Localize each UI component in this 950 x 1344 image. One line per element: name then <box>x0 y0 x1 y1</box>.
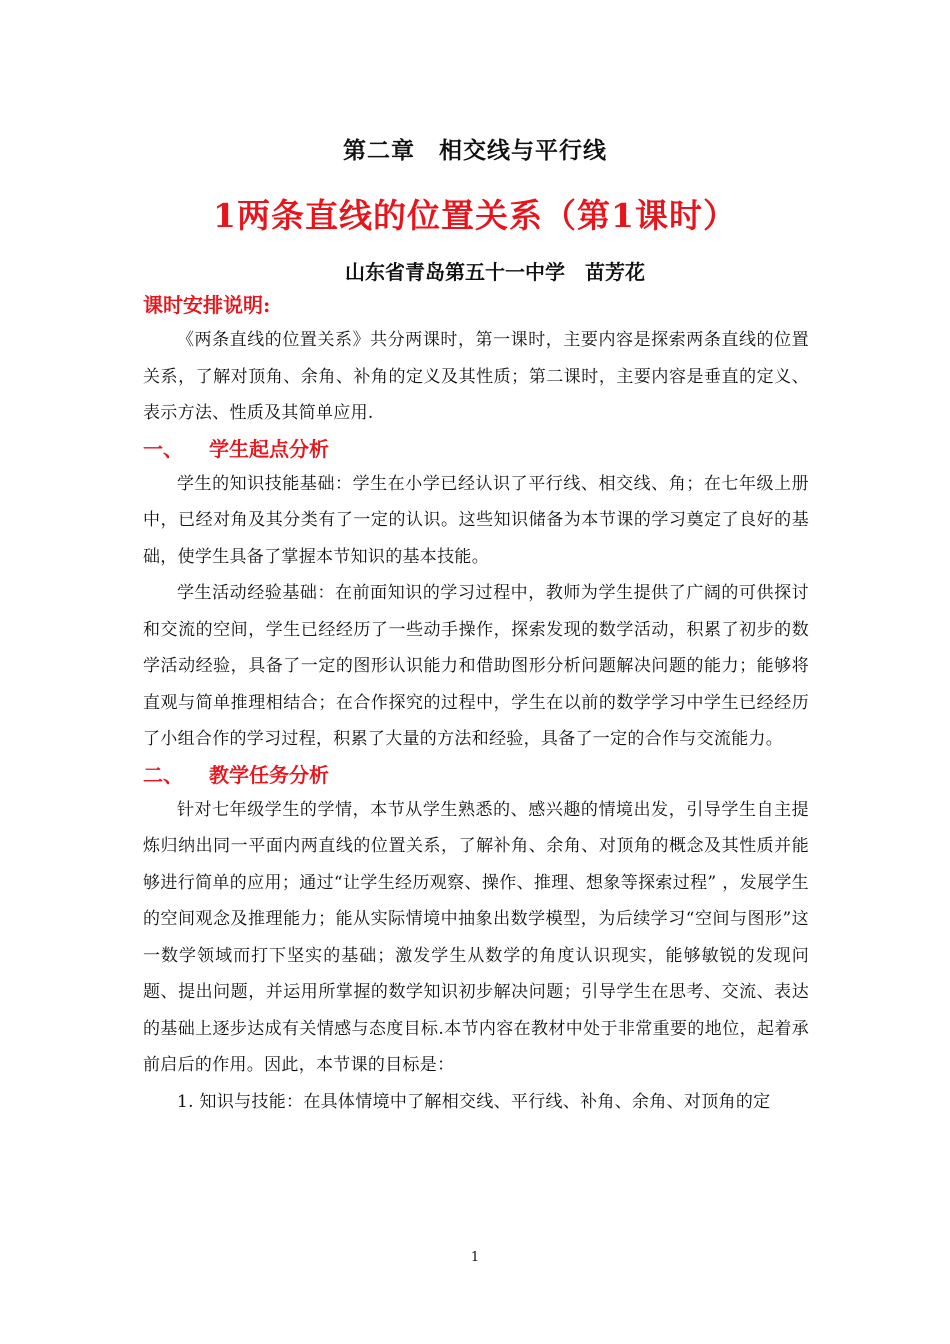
schedule-paragraph: 《两条直线的位置关系》共分两课时，第一课时，主要内容是探索两条直线的位置关系，了解对顶角、余角、补角的定义及其性质；第二课时，主要内容是垂直的定义、表示方法、性质及其简单应用. <box>143 330 809 423</box>
document-body <box>143 288 809 1120</box>
student-knowledge-paragraph: 学生的知识技能基础：学生在小学已经认识了平行线、相交线、角；在七年级上册中，已经对角及其分类有了一定的认识。这些知识储备为本节课的学习奠定了良好的基础，使学生具备了掌握本节知识的基本技能。 <box>143 473 809 567</box>
section-number: 一、 <box>143 436 183 461</box>
task-analysis-paragraph: 针对七年级学生的学情，本节从学生熟悉的、感兴趣的情境出发，引导学生自主提炼归纳出同一平面内两直线的位置关系，了解补角、余角、对顶角的概念及其性质并能够进行简单的应用；通过“让学生经历观察、操作、推理、想象等探索过程” ，发展学生的空间观念及推理能力；能从实际情境中抽象出数学模型，为后续学习“空间与图形”这一数学领域而打下坚实的基础；激发学生从数学的角度认识现实，能够敏锐的发现问题、提出问题，并运用所掌握的数学知识初步解决问题；引导学生在思考、交流、表达的基础上逐步达成有关情感与态度目标.本节内容在教材中处于非常重要的地位，起着承前启后的作用。因此，本节课的目标是： <box>143 799 809 1075</box>
section-heading-task-analysis <box>143 758 809 792</box>
schedule-heading: 课时安排说明: <box>143 293 271 317</box>
section-number: 二、 <box>143 762 183 787</box>
student-experience-paragraph: 学生活动经验基础：在前面知识的学习过程中，教师为学生提供了广阔的可供探讨和交流的空间，学生已经经历了一些动手操作，探索发现的数学活动，积累了初步的数学活动经验，具备了一定的图形认识能力和借助图形分析问题解决问题的能力；能够将直观与简单推理相结合；在合作探究的过程中，学生在以前的数学学习中学生已经经历了小组合作的学习过程，积累了大量的方法和经验，具备了一定的合作与交流能力。 <box>143 583 809 749</box>
page-number: 1 <box>470 1250 480 1265</box>
chapter-title: 第二章 相交线与平行线 <box>343 137 607 164</box>
author-line: 山东省青岛第五十一中学 苗芳花 <box>345 260 645 284</box>
lesson-title: 1两条直线的位置关系（第1课时） <box>213 196 737 235</box>
section-heading-student-analysis <box>143 432 809 466</box>
section-title: 学生起点分析 <box>209 436 329 461</box>
section-title: 教学任务分析 <box>209 762 329 787</box>
objective-item-1: 1. 知识与技能：在具体情境中了解相交线、平行线、补角、余角、对顶角的定 <box>177 1091 771 1112</box>
